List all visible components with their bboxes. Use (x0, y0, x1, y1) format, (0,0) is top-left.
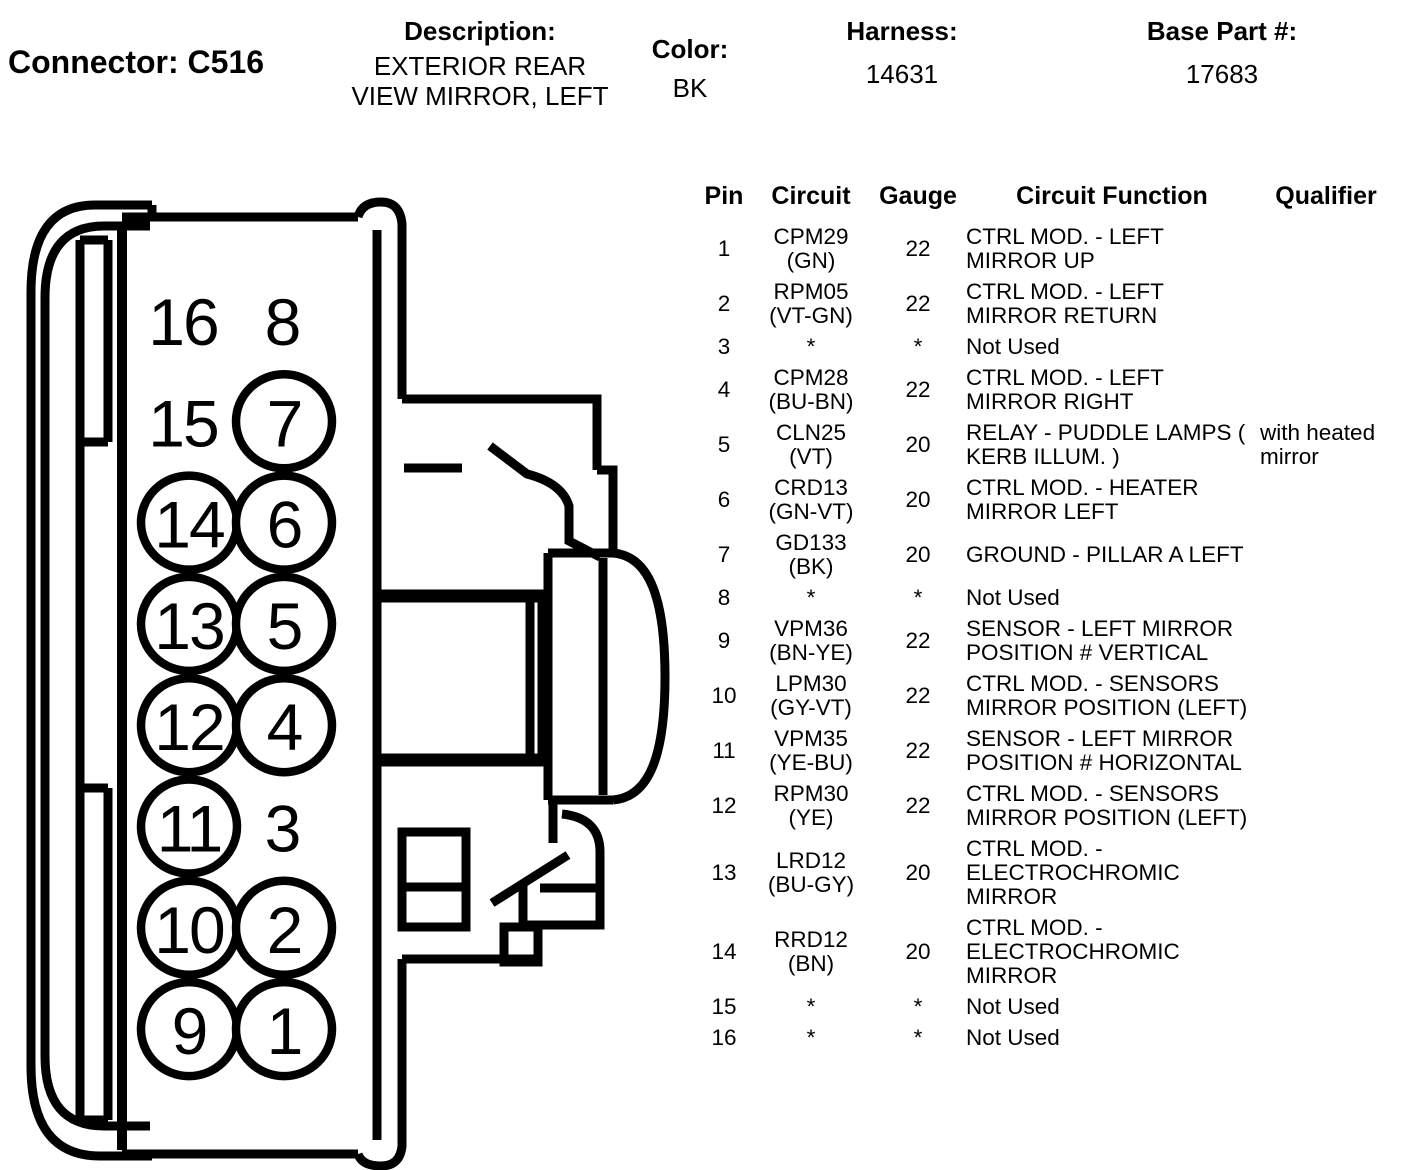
circuit-cell: CLN25 (VT) (775, 420, 847, 469)
base-part-label: Base Part #: (1146, 16, 1298, 46)
harness-label: Harness: (846, 16, 958, 46)
gauge-cell: * (913, 994, 923, 1019)
table-row (698, 837, 1396, 909)
gauge-cell: 20 (905, 542, 931, 567)
pin-number: 9 (171, 994, 207, 1069)
circuit-cell: RRD12 (BN) (774, 927, 848, 976)
gauge-cell: * (913, 585, 923, 610)
function-cell: CTRL MOD. - SENSORS MIRROR POSITION (LEFT) (966, 781, 1248, 830)
table-row (698, 225, 1396, 273)
harness-block (818, 16, 986, 89)
table-row (698, 280, 1396, 328)
table-rows (698, 225, 1396, 1050)
column-header-pin: Pin (704, 182, 744, 210)
pin-cell: 1 (717, 236, 731, 261)
table-row (698, 531, 1396, 579)
circuit-cell: CPM28 (BU-BN) (768, 365, 854, 414)
function-cell: CTRL MOD. - LEFT MIRROR UP (966, 224, 1164, 273)
function-cell: Not Used (966, 994, 1060, 1019)
pin-table (698, 182, 1396, 1050)
gauge-cell: 20 (905, 432, 931, 457)
pin-cell: 5 (717, 432, 731, 457)
function-cell: CTRL MOD. - LEFT MIRROR RIGHT (966, 365, 1164, 414)
column-header-gauge: Gauge (879, 182, 957, 210)
table-row (698, 672, 1396, 720)
pin-number: 16 (148, 285, 218, 359)
pin-number: 13 (154, 588, 224, 663)
function-cell: Not Used (966, 1025, 1060, 1050)
gauge-cell: 20 (905, 487, 931, 512)
pin-number: 14 (154, 487, 224, 562)
column-header-circuit-function: Circuit Function (1016, 182, 1208, 210)
table-row (698, 421, 1396, 469)
table-row (698, 1026, 1396, 1050)
gauge-cell: 20 (905, 860, 931, 885)
gauge-cell: 22 (905, 738, 931, 763)
function-cell: CTRL MOD. - ELECTROCHROMIC MIRROR (966, 915, 1180, 988)
function-cell: GROUND - PILLAR A LEFT (966, 542, 1244, 567)
table-row (698, 366, 1396, 414)
pin-cell: 10 (711, 683, 737, 708)
circuit-cell: * (806, 585, 816, 610)
gauge-cell: 22 (905, 236, 931, 261)
circuit-cell: CRD13 (GN-VT) (768, 475, 854, 524)
pin-cell: 9 (717, 628, 731, 653)
circuit-cell: LPM30 (GY-VT) (770, 671, 852, 720)
function-cell: SENSOR - LEFT MIRROR POSITION # HORIZONTAL (966, 726, 1242, 775)
pin-number: 3 (264, 791, 300, 866)
circuit-cell: * (806, 1025, 816, 1050)
circuit-cell: * (806, 334, 816, 359)
gauge-cell: 22 (905, 683, 931, 708)
table-row (698, 727, 1396, 775)
pin-grid (141, 285, 332, 1076)
gauge-cell: 20 (905, 939, 931, 964)
circuit-cell: VPM36 (BN-YE) (769, 616, 853, 665)
gauge-cell: 22 (905, 291, 931, 316)
color-value: BK (672, 73, 708, 103)
qualifier-cell: with heated mirror (1260, 420, 1376, 469)
pin-cell: 7 (717, 542, 731, 567)
connector-outline (31, 202, 665, 1166)
table-row (698, 335, 1396, 359)
pin-number: 5 (266, 588, 302, 663)
column-header-circuit: Circuit (771, 182, 851, 210)
description-label: Description: (404, 16, 556, 46)
function-cell: CTRL MOD. - LEFT MIRROR RETURN (966, 279, 1164, 328)
gauge-cell: 22 (905, 628, 931, 653)
pin-cell: 12 (711, 793, 737, 818)
pin-cell: 3 (717, 334, 731, 359)
pin-number: 15 (148, 386, 218, 461)
function-cell: Not Used (966, 334, 1060, 359)
pin-cell: 6 (717, 487, 731, 512)
connector-title: Connector: C516 (8, 44, 265, 80)
pin-cell: 15 (711, 994, 737, 1019)
circuit-cell: LRD12 (BU-GY) (767, 848, 855, 897)
function-cell: Not Used (966, 585, 1060, 610)
circuit-cell: RPM05 (VT-GN) (769, 279, 853, 328)
function-cell: SENSOR - LEFT MIRROR POSITION # VERTICAL (966, 616, 1234, 665)
pin-number: 7 (266, 386, 302, 461)
function-cell: CTRL MOD. - ELECTROCHROMIC MIRROR (966, 836, 1180, 909)
pin-cell: 2 (717, 291, 731, 316)
table-row (698, 782, 1396, 830)
table-row (698, 617, 1396, 665)
pin-number: 4 (266, 690, 302, 765)
base-part-value: 17683 (1185, 59, 1259, 89)
pin-cell: 13 (711, 860, 737, 885)
pin-cell: 8 (717, 585, 731, 610)
connector-diagram (0, 0, 690, 1170)
table-row (698, 916, 1396, 988)
circuit-cell: GD133 (BK) (775, 530, 847, 579)
harness-value: 14631 (865, 59, 939, 89)
pin-cell: 11 (712, 738, 736, 763)
table-row (698, 476, 1396, 524)
base-part-block (1122, 16, 1322, 89)
gauge-cell: * (913, 334, 923, 359)
pin-cell: 4 (717, 377, 731, 402)
function-cell: CTRL MOD. - HEATER MIRROR LEFT (966, 475, 1199, 524)
pin-number: 10 (154, 892, 224, 967)
color-label: Color: (651, 34, 729, 64)
circuit-cell: VPM35 (YE-BU) (769, 726, 853, 775)
pin-number: 2 (266, 892, 302, 967)
gauge-cell: 22 (905, 377, 931, 402)
pin-number: 8 (264, 285, 300, 359)
description-value-line2: VIEW MIRROR, LEFT (351, 81, 609, 111)
description-value-line1: EXTERIOR REAR (373, 51, 587, 81)
pin-number: 11 (156, 791, 222, 866)
column-header-qualifier: Qualifier (1275, 182, 1377, 210)
table-row (698, 586, 1396, 610)
circuit-cell: RPM30 (YE) (773, 781, 849, 830)
pin-number: 6 (266, 487, 302, 562)
circuit-cell: * (806, 994, 816, 1019)
pin-cell: 14 (711, 939, 737, 964)
pin-cell: 16 (711, 1025, 737, 1050)
gauge-cell: * (913, 1025, 923, 1050)
gauge-cell: 22 (905, 793, 931, 818)
pin-number: 12 (154, 690, 224, 765)
pin-number: 1 (266, 994, 302, 1069)
function-cell: RELAY - PUDDLE LAMPS ( KERB ILLUM. ) (966, 420, 1246, 469)
circuit-cell: CPM29 (GN) (773, 224, 849, 273)
table-header (698, 182, 1396, 211)
function-cell: CTRL MOD. - SENSORS MIRROR POSITION (LEFT) (966, 671, 1248, 720)
table-row (698, 995, 1396, 1019)
